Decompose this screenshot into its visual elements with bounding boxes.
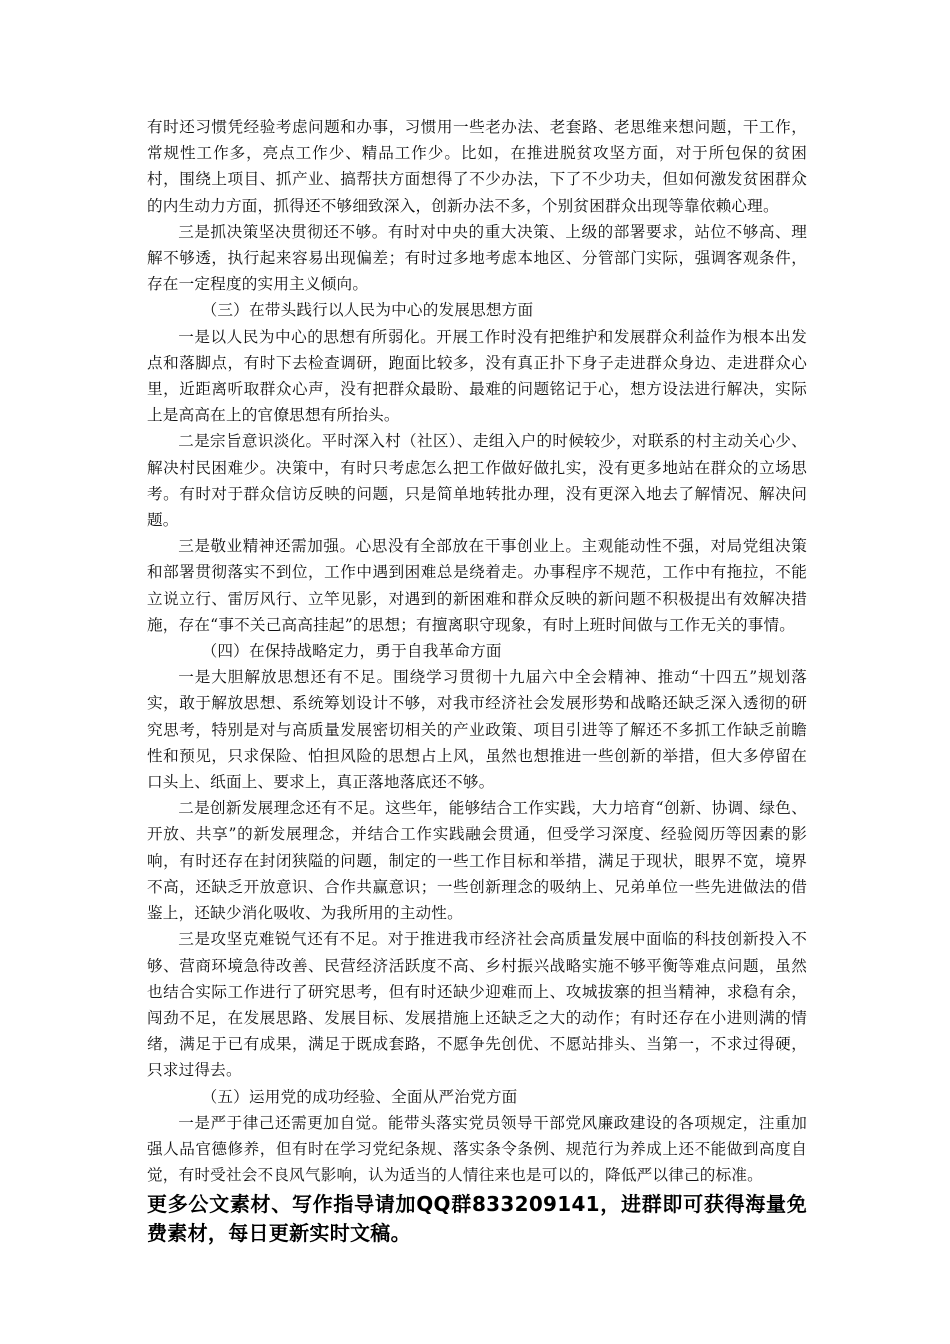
paragraph-tackle-difficulties: 三是攻坚克难锐气还有不足。对于推进我市经济社会高质量发展中面临的科技创新投入不够、营商环境急待改善、民营经济活跃度不高、乡村振兴战略实施不够平衡等难点问题，虽然也结合实际工作进行了研究思考，但有时还缺少迎难而上、攻城拔寨的担当精神，求稳有余，闯劲不足，在发展思路、发展目标、发展措施上还缺乏之大的动作；有时还存在小进则满的情绪，满足于已有成果，满足于既成套路，不愿争先创优、不愿站排头、当第一，不求过得硬，只求过得去。 [147, 930, 807, 1080]
section-heading-4: （四）在保持战略定力，勇于自我革命方面 [201, 642, 502, 661]
paragraph-continued: 有时还习惯凭经验考虑问题和办事，习惯用一些老办法、老套路、老思维来想问题，干工作，常规性工作多，亮点工作少、精品工作少。比如，在推进脱贫攻坚方面，对于所包保的贫困村，围绕上项目、抓产业、搞帮扶方面想得了不少办法，下了不少功夫，但如何激发贫困群众的内生动力方面，抓得还不够细致深入，创新办法不多，个别贫困群众出现等靠依赖心理。 [147, 118, 807, 215]
paragraph-decision-execution: 三是抓决策坚决贯彻还不够。有时对中央的重大决策、上级的部署要求，站位不够高、理解不够透，执行起来容易出现偏差；有时过多地考虑本地区、分管部门实际，强调客观条件，存在一定程度的实用主义倾向。 [147, 222, 807, 294]
section-heading-5: （五）运用党的成功经验、全面从严治党方面 [201, 1087, 518, 1106]
paragraph-emancipate-mind: 一是大胆解放思想还有不足。围绕学习贯彻十九届六中全会精神、推动“十四五”规划落实，敢于解放思想、系统筹划设计不够，对我市经济社会发展形势和战略还缺乏深入透彻的研究思考，特别是对与高质量发展密切相关的产业政策、项目引进等了解还不多抓工作缺乏前瞻性和预见，只求保险、怕担风险的思想占上风，虽然也想推进一些创新的举措，但大多停留在口头上、纸面上、要求上，真正落地落底还不够。 [147, 668, 807, 792]
paragraph-dedication: 三是敬业精神还需加强。心思没有全部放在干事创业上。主观能动性不强，对局党组决策和部署贯彻落实不到位，工作中遇到困难总是绕着走。办事程序不规范，工作中有拖拉，不能立说立行、雷厉风行、立竿见影，对遇到的新困难和群众反映的新问题不积极提出有效解决措施，存在“事不关己高高挂起”的思想；有擅离职守现象，有时上班时间做与工作无关的事情。 [147, 537, 807, 634]
promo-banner-text: 更多公文素材、写作指导请加QQ群833209141，进群即可获得海量免费素材，每日更新实时文稿。 [147, 1192, 807, 1246]
paragraph-people-centered: 一是以人民为中心的思想有所弱化。开展工作时没有把维护和发展群众利益作为根本出发点和落脚点，有时下去检查调研，跑面比较多，没有真正扑下身子走进群众身边、走进群众心里，近距离听取群众心声，没有把群众最盼、最难的问题铭记于心，想方设法进行解决，实际上是高高在上的官僚思想有所抬头。 [147, 327, 807, 425]
paragraph-self-discipline: 一是严于律己还需更加自觉。能带头落实党员领导干部党风廉政建设的各项规定，注重加强人品官德修养，但有时在学习党纪条规、落实条令条例、规范行为养成上还不能做到高度自觉，有时受社会不良风气影响，认为适当的人情往来也是可以的，降低严以律己的标准。 [147, 1113, 807, 1185]
paragraph-purpose-awareness: 二是宗旨意识淡化。平时深入村（社区）、走组入户的时候较少，对联系的村主动关心少、解决村民困难少。决策中，有时只考虑怎么把工作做好做扎实，没有更多地站在群众的立场思考。有时对于群众信访反映的问题，只是简单地转批办理，没有更深入地去了解情况、解决问题。 [147, 432, 807, 530]
paragraph-innovation: 二是创新发展理念还有不足。这些年，能够结合工作实践，大力培育“创新、协调、绿色、开放、共享”的新发展理念，并结合工作实践融会贯通，但受学习深度、经验阅历等因素的影响，有时还存在封闭狭隘的问题，制定的一些工作目标和举措，满足于现状，眼界不宽，境界不高，还缺乏开放意识、合作共赢意识；一些创新理念的吸纳上、兄弟单位一些先进做法的借鉴上，还缺少消化吸收、为我所用的主动性。 [147, 799, 807, 923]
document-page [147, 114, 807, 1248]
section-heading-3: （三）在带头践行以人民为中心的发展思想方面 [201, 301, 534, 320]
